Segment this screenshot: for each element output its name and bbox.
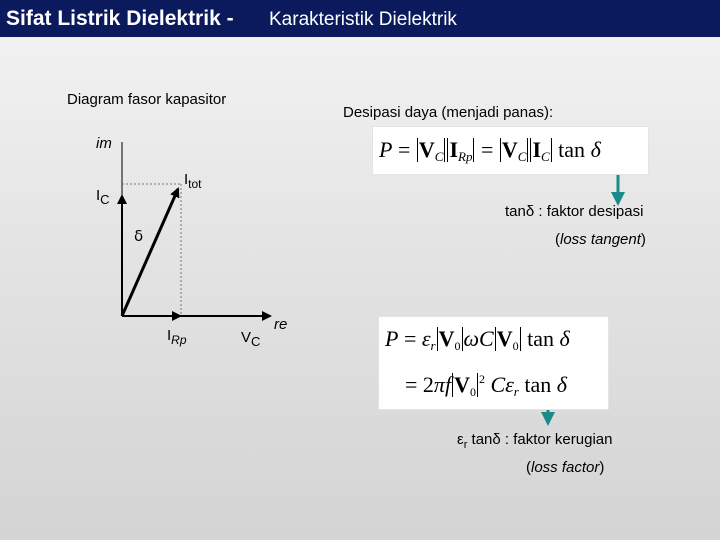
dissipation-heading: Desipasi daya (menjadi panas): — [343, 104, 554, 121]
loss-formula-box — [378, 316, 609, 410]
re-axis-label: re — [274, 316, 288, 333]
power-formula: $P = V_C$ $I_{Rp} = V_C$ $I_C$ tan δ — [379, 137, 601, 164]
delta-angle-label: δ — [134, 227, 144, 245]
loss-factor-description: $\varepsilon_r$ tanδ : faktor kerugian — [457, 431, 613, 451]
power-formula-box — [372, 126, 649, 175]
itot-vector — [122, 189, 178, 316]
loss-tangent-note: (loss tangent) — [555, 231, 646, 248]
slide-title: Sifat Listrik Dielektrik - — [6, 7, 234, 30]
vc-label: $V_C$ — [241, 329, 261, 349]
im-axis-label: im — [96, 135, 112, 152]
loss-formula-line1: $P = \varepsilon_r$ $V_0$ ωC $V_0$ tan δ — [385, 326, 570, 353]
tan-delta-description: tanδ : faktor desipasi — [505, 203, 644, 220]
diagram-title: Diagram fasor kapasitor — [67, 91, 227, 108]
itot-label: $I_{tot}$ — [184, 171, 202, 191]
irp-label: $I_{Rp}$ — [167, 327, 187, 347]
ic-label: $I_C$ — [96, 187, 110, 207]
slide-subtitle: Karakteristik Dielektrik — [269, 9, 457, 30]
loss-formula-line2: = 2πf $V_0^2$ $C\varepsilon_r$ tan δ — [405, 372, 567, 399]
loss-factor-note: (loss factor) — [526, 459, 605, 476]
